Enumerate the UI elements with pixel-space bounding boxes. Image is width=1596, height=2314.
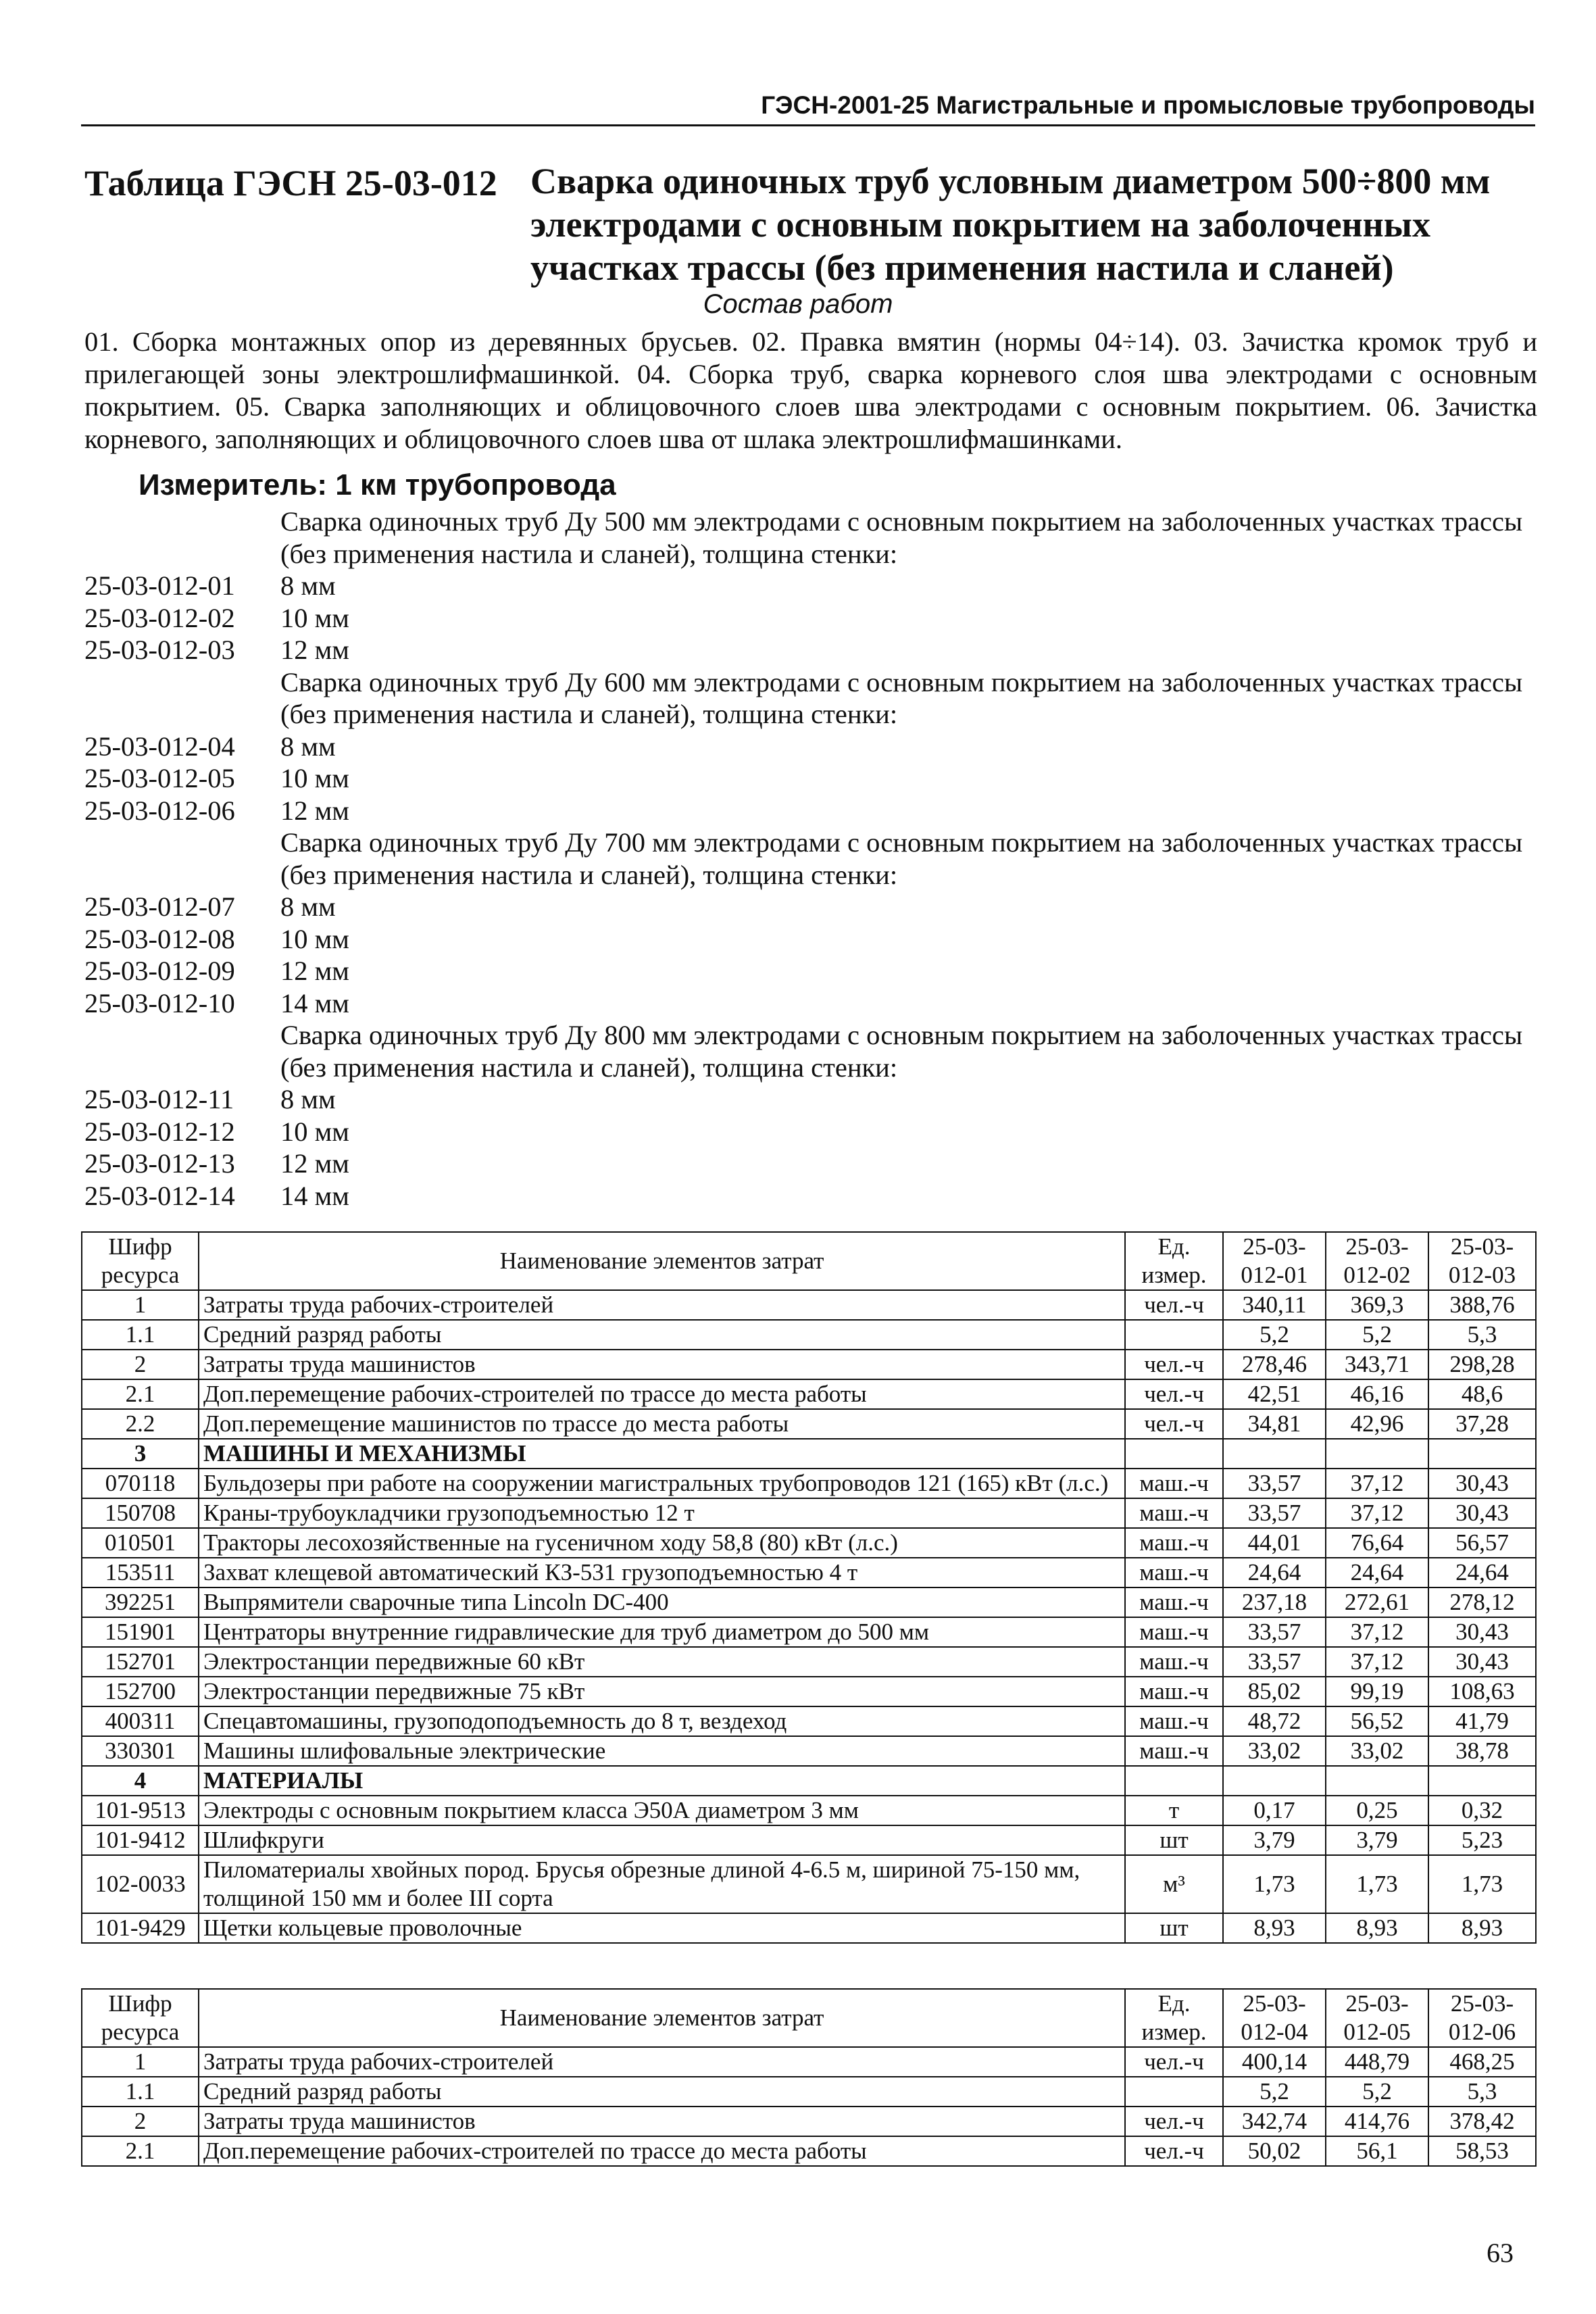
norm-code: 25-03-012-02: [84, 602, 235, 633]
cost-element-name: Доп.перемещение рабочих-строителей по трассе до места работы: [199, 1379, 1125, 1409]
value: 42,96: [1326, 1409, 1428, 1439]
column-header: 25-03-012-03: [1428, 1232, 1536, 1290]
column-header: Ед. измер.: [1125, 1989, 1223, 2047]
running-header: ГЭСН-2001-25 Магистральные и промысловые трубопроводы: [761, 91, 1535, 119]
table-row: [82, 1290, 1536, 1320]
norm-row: [84, 795, 1537, 827]
value: 5,3: [1428, 1320, 1536, 1350]
resource-code: 102-0033: [82, 1855, 199, 1913]
unit: маш.-ч: [1125, 1587, 1223, 1617]
norm-row: [84, 570, 1537, 602]
wall-thickness: 8 мм: [280, 731, 336, 762]
group-description: Сварка одиночных труб Ду 500 мм электродами с основным покрытием на заболоченных участках трассы (без применения настила и сланей), толщина стенки:: [280, 506, 1523, 569]
value: 33,57: [1223, 1498, 1326, 1528]
norm-row: [84, 955, 1537, 987]
resource-code: 101-9513: [82, 1796, 199, 1825]
value: 85,02: [1223, 1677, 1326, 1706]
table-row: [82, 1913, 1536, 1943]
norm-row: [84, 1083, 1537, 1116]
wall-thickness: 12 мм: [280, 1148, 349, 1179]
value: 5,3: [1428, 2077, 1536, 2107]
column-header: 25-03-012-06: [1428, 1989, 1536, 2047]
norm-code: 25-03-012-06: [84, 795, 235, 826]
resource-code: 152700: [82, 1677, 199, 1706]
table-row: [82, 2077, 1536, 2107]
table-row: [82, 1677, 1536, 1706]
norm-code: 25-03-012-09: [84, 956, 235, 986]
value: 56,1: [1326, 2136, 1428, 2166]
resource-code: 150708: [82, 1498, 199, 1528]
table-row: [82, 2136, 1536, 2166]
value: 42,51: [1223, 1379, 1326, 1409]
wall-thickness: 12 мм: [280, 795, 349, 826]
unit: маш.-ч: [1125, 1706, 1223, 1736]
resource-code: 2.1: [82, 1379, 199, 1409]
table-number: Таблица ГЭСН 25-03-012: [84, 163, 497, 203]
header-row: [82, 1989, 1536, 2047]
norm-code: 25-03-012-05: [84, 763, 235, 793]
value: 0,17: [1223, 1796, 1326, 1825]
value: 30,43: [1428, 1498, 1536, 1528]
value: 33,57: [1223, 1469, 1326, 1498]
value: 44,01: [1223, 1528, 1326, 1558]
table-row: [82, 1766, 1536, 1796]
norm-row: [84, 987, 1537, 1020]
value: 46,16: [1326, 1379, 1428, 1409]
table-row: [82, 1528, 1536, 1558]
table-row: [82, 1439, 1536, 1469]
value: 37,12: [1326, 1469, 1428, 1498]
wall-thickness: 10 мм: [280, 763, 349, 793]
wall-thickness: 12 мм: [280, 956, 349, 986]
cost-element-name: Затраты труда рабочих-строителей: [199, 2047, 1125, 2077]
value: 400,14: [1223, 2047, 1326, 2077]
unit: маш.-ч: [1125, 1736, 1223, 1766]
value: 58,53: [1428, 2136, 1536, 2166]
page-number: 63: [1487, 2238, 1514, 2268]
value: 33,02: [1223, 1736, 1326, 1766]
column-header: 25-03-012-05: [1326, 1989, 1428, 2047]
value: 33,57: [1223, 1617, 1326, 1647]
resource-code: 1: [82, 1290, 199, 1320]
value: 76,64: [1326, 1528, 1428, 1558]
value: [1428, 1766, 1536, 1796]
cost-element-name: Бульдозеры при работе на сооружении магистральных трубопроводов 121 (165) кВт (л.с.): [199, 1469, 1125, 1498]
resource-code: 010501: [82, 1528, 199, 1558]
value: 56,57: [1428, 1528, 1536, 1558]
value: 340,11: [1223, 1290, 1326, 1320]
table-row: [82, 1706, 1536, 1736]
cost-element-name: Центраторы внутренние гидравлические для труб диаметром до 500 мм: [199, 1617, 1125, 1647]
resource-code: 2.1: [82, 2136, 199, 2166]
value: 33,02: [1326, 1736, 1428, 1766]
value: 37,12: [1326, 1498, 1428, 1528]
resource-code: 4: [82, 1766, 199, 1796]
resource-code: 153511: [82, 1558, 199, 1587]
wall-thickness: 10 мм: [280, 923, 349, 954]
value: 369,3: [1326, 1290, 1428, 1320]
norm-row: [84, 634, 1537, 666]
value: 3,79: [1223, 1825, 1326, 1855]
table-row: [82, 1825, 1536, 1855]
value: 388,76: [1428, 1290, 1536, 1320]
cost-element-name: Затраты труда машинистов: [199, 1350, 1125, 1379]
norm-code: 25-03-012-12: [84, 1116, 235, 1147]
wall-thickness: 12 мм: [280, 635, 349, 665]
norm-code: 25-03-012-08: [84, 923, 235, 954]
column-header: Ед. измер.: [1125, 1232, 1223, 1290]
table-row: [82, 1587, 1536, 1617]
cost-element-name: Захват клещевой автоматический КЗ-531 грузоподъемностью 4 т: [199, 1558, 1125, 1587]
value: 37,28: [1428, 1409, 1536, 1439]
value: 343,71: [1326, 1350, 1428, 1379]
unit: чел.-ч: [1125, 1409, 1223, 1439]
unit: чел.-ч: [1125, 1379, 1223, 1409]
value: 37,12: [1326, 1617, 1428, 1647]
value: 448,79: [1326, 2047, 1428, 2077]
value: [1223, 1766, 1326, 1796]
wall-thickness: 10 мм: [280, 1116, 349, 1147]
table-row: [82, 1796, 1536, 1825]
resource-code: 400311: [82, 1706, 199, 1736]
value: 298,28: [1428, 1350, 1536, 1379]
value: 5,2: [1223, 1320, 1326, 1350]
resource-code: 2: [82, 2107, 199, 2136]
column-header: Наименование элементов затрат: [199, 1232, 1125, 1290]
resource-code: 1.1: [82, 2077, 199, 2107]
table-row: [82, 1469, 1536, 1498]
unit: маш.-ч: [1125, 1469, 1223, 1498]
column-header: Шифр ресурса: [82, 1232, 199, 1290]
cost-element-name: Электростанции передвижные 75 кВт: [199, 1677, 1125, 1706]
value: 33,57: [1223, 1647, 1326, 1677]
cost-element-name: МАШИНЫ И МЕХАНИЗМЫ: [199, 1439, 1125, 1469]
table-row: [82, 1617, 1536, 1647]
group-description: Сварка одиночных труб Ду 600 мм электродами с основным покрытием на заболоченных участках трассы (без применения настила и сланей), толщина стенки:: [280, 666, 1523, 729]
value: 5,23: [1428, 1825, 1536, 1855]
cost-element-name: Средний разряд работы: [199, 2077, 1125, 2107]
norm-code: 25-03-012-01: [84, 570, 235, 601]
norm-row: [84, 1116, 1537, 1148]
header-rule: [81, 124, 1535, 126]
cost-element-name: Тракторы лесохозяйственные на гусеничном ходу 58,8 (80) кВт (л.с.): [199, 1528, 1125, 1558]
resource-table-2: [81, 1988, 1537, 2167]
norm-row: [84, 1180, 1537, 1212]
cost-element-name: Спецавтомашины, грузоподоподъемность до 8 т, вездеход: [199, 1706, 1125, 1736]
table-row: [82, 1350, 1536, 1379]
value: 1,73: [1428, 1855, 1536, 1913]
measurement-unit: Измеритель: 1 км трубопровода: [139, 468, 616, 501]
unit: маш.-ч: [1125, 1498, 1223, 1528]
unit: [1125, 2077, 1223, 2107]
cost-element-name: Доп.перемещение рабочих-строителей по трассе до места работы: [199, 2136, 1125, 2166]
unit: маш.-ч: [1125, 1647, 1223, 1677]
cost-element-name: Краны-трубоукладчики грузоподъемностью 12 т: [199, 1498, 1125, 1528]
resource-code: 101-9412: [82, 1825, 199, 1855]
cost-element-name: Шлифкруги: [199, 1825, 1125, 1855]
unit: чел.-ч: [1125, 1290, 1223, 1320]
value: 24,64: [1326, 1558, 1428, 1587]
cost-element-name: МАТЕРИАЛЫ: [199, 1766, 1125, 1796]
table-row: [82, 2107, 1536, 2136]
table-row: [82, 1320, 1536, 1350]
resource-code: 070118: [82, 1469, 199, 1498]
value: 24,64: [1223, 1558, 1326, 1587]
works-description: 01. Сборка монтажных опор из деревянных брусьев. 02. Правка вмятин (нормы 04÷14). 03. Зачистка кромок труб и прилегающей зоны электрошлифмашинкой. 04. Сборка труб, сварка корневого слоя шва электродами с основным покрытием. 05. Сварка заполняющих и облицовочного слоев шва электродами с основным покрытием. 06. Зачистка корневого, заполняющих и облицовочного слоев шва от шлака электрошлифмашинками.: [84, 326, 1537, 454]
column-header: Шифр ресурса: [82, 1989, 199, 2047]
table-row: [82, 2047, 1536, 2077]
unit: м³: [1125, 1855, 1223, 1913]
norm-code: 25-03-012-10: [84, 987, 235, 1018]
unit: маш.-ч: [1125, 1617, 1223, 1647]
table-row: [82, 1558, 1536, 1587]
value: 1,73: [1326, 1855, 1428, 1913]
value: 8,93: [1428, 1913, 1536, 1943]
value: 37,12: [1326, 1647, 1428, 1677]
resource-code: 1.1: [82, 1320, 199, 1350]
cost-element-name: Доп.перемещение машинистов по трассе до места работы: [199, 1409, 1125, 1439]
norm-row: [84, 731, 1537, 763]
value: 237,18: [1223, 1587, 1326, 1617]
cost-element-name: Затраты труда рабочих-строителей: [199, 1290, 1125, 1320]
value: 38,78: [1428, 1736, 1536, 1766]
norm-list: [84, 506, 1537, 1212]
value: 108,63: [1428, 1677, 1536, 1706]
value: 0,25: [1326, 1796, 1428, 1825]
unit: чел.-ч: [1125, 1350, 1223, 1379]
table-row: [82, 1498, 1536, 1528]
unit: [1125, 1766, 1223, 1796]
value: 272,61: [1326, 1587, 1428, 1617]
resource-code: 101-9429: [82, 1913, 199, 1943]
value: 3,79: [1326, 1825, 1428, 1855]
column-header: 25-03-012-02: [1326, 1232, 1428, 1290]
value: 48,72: [1223, 1706, 1326, 1736]
works-heading: Состав работ: [703, 289, 893, 319]
resource-code: 392251: [82, 1587, 199, 1617]
wall-thickness: 8 мм: [280, 570, 336, 601]
value: 99,19: [1326, 1677, 1428, 1706]
wall-thickness: 10 мм: [280, 602, 349, 633]
value: 468,25: [1428, 2047, 1536, 2077]
value: 41,79: [1428, 1706, 1536, 1736]
resource-code: 1: [82, 2047, 199, 2077]
norm-code: 25-03-012-14: [84, 1180, 235, 1211]
resource-code: 2.2: [82, 1409, 199, 1439]
value: 56,52: [1326, 1706, 1428, 1736]
value: 0,32: [1428, 1796, 1536, 1825]
unit: т: [1125, 1796, 1223, 1825]
unit: чел.-ч: [1125, 2047, 1223, 2077]
column-header: Наименование элементов затрат: [199, 1989, 1125, 2047]
table-title: Сварка одиночных труб условным диаметром 500÷800 мм электродами с основным покрытием на заболоченных участках трассы (без применения настила и сланей): [530, 161, 1491, 288]
unit: чел.-ч: [1125, 2107, 1223, 2136]
unit: маш.-ч: [1125, 1677, 1223, 1706]
table-row: [82, 1409, 1536, 1439]
unit: шт: [1125, 1913, 1223, 1943]
cost-element-name: Электроды с основным покрытием класса Э50А диаметром 3 мм: [199, 1796, 1125, 1825]
header-row: [82, 1232, 1536, 1290]
wall-thickness: 8 мм: [280, 891, 336, 922]
resource-code: 2: [82, 1350, 199, 1379]
resource-code: 152701: [82, 1647, 199, 1677]
resource-code: 151901: [82, 1617, 199, 1647]
norm-code: 25-03-012-03: [84, 635, 235, 665]
unit: [1125, 1320, 1223, 1350]
table-row: [82, 1379, 1536, 1409]
norm-row: [84, 602, 1537, 635]
norm-code: 25-03-012-11: [84, 1084, 234, 1114]
norm-code: 25-03-012-07: [84, 891, 235, 922]
value: 414,76: [1326, 2107, 1428, 2136]
cost-element-name: Электростанции передвижные 60 кВт: [199, 1647, 1125, 1677]
value: [1326, 1766, 1428, 1796]
value: [1428, 1439, 1536, 1469]
group-description: Сварка одиночных труб Ду 700 мм электродами с основным покрытием на заболоченных участках трассы (без применения настила и сланей), толщина стенки:: [280, 827, 1523, 890]
value: 30,43: [1428, 1647, 1536, 1677]
value: [1326, 1439, 1428, 1469]
unit: маш.-ч: [1125, 1558, 1223, 1587]
value: 30,43: [1428, 1469, 1536, 1498]
value: 278,12: [1428, 1587, 1536, 1617]
value: 5,2: [1326, 1320, 1428, 1350]
value: 1,73: [1223, 1855, 1326, 1913]
value: 34,81: [1223, 1409, 1326, 1439]
value: 5,2: [1326, 2077, 1428, 2107]
resource-code: 330301: [82, 1736, 199, 1766]
cost-element-name: Средний разряд работы: [199, 1320, 1125, 1350]
value: 30,43: [1428, 1617, 1536, 1647]
value: 8,93: [1326, 1913, 1428, 1943]
norm-row: [84, 762, 1537, 795]
wall-thickness: 8 мм: [280, 1084, 336, 1114]
cost-element-name: Затраты труда машинистов: [199, 2107, 1125, 2136]
norm-code: 25-03-012-13: [84, 1148, 235, 1179]
column-header: 25-03-012-01: [1223, 1232, 1326, 1290]
unit: маш.-ч: [1125, 1528, 1223, 1558]
norm-code: 25-03-012-04: [84, 731, 235, 762]
norm-row: [84, 923, 1537, 956]
value: 5,2: [1223, 2077, 1326, 2107]
value: [1223, 1439, 1326, 1469]
value: 8,93: [1223, 1913, 1326, 1943]
table-row: [82, 1647, 1536, 1677]
norm-row: [84, 1148, 1537, 1180]
value: 342,74: [1223, 2107, 1326, 2136]
value: 48,6: [1428, 1379, 1536, 1409]
wall-thickness: 14 мм: [280, 987, 349, 1018]
unit: шт: [1125, 1825, 1223, 1855]
cost-element-name: Щетки кольцевые проволочные: [199, 1913, 1125, 1943]
unit: [1125, 1439, 1223, 1469]
cost-element-name: Машины шлифовальные электрические: [199, 1736, 1125, 1766]
value: 378,42: [1428, 2107, 1536, 2136]
table-row: [82, 1736, 1536, 1766]
resource-code: 3: [82, 1439, 199, 1469]
column-header: 25-03-012-04: [1223, 1989, 1326, 2047]
value: 24,64: [1428, 1558, 1536, 1587]
norm-row: [84, 891, 1537, 923]
resource-table-1: [81, 1231, 1537, 1944]
value: 50,02: [1223, 2136, 1326, 2166]
wall-thickness: 14 мм: [280, 1180, 349, 1211]
unit: чел.-ч: [1125, 2136, 1223, 2166]
cost-element-name: Выпрямители сварочные типа Lincoln DC-400: [199, 1587, 1125, 1617]
value: 278,46: [1223, 1350, 1326, 1379]
group-description: Сварка одиночных труб Ду 800 мм электродами с основным покрытием на заболоченных участках трассы (без применения настила и сланей), толщина стенки:: [280, 1020, 1523, 1083]
cost-element-name: Пиломатериалы хвойных пород. Брусья обрезные длиной 4-6.5 м, шириной 75-150 мм, толщиной 150 мм и более III сорта: [199, 1855, 1125, 1913]
table-row: [82, 1855, 1536, 1913]
